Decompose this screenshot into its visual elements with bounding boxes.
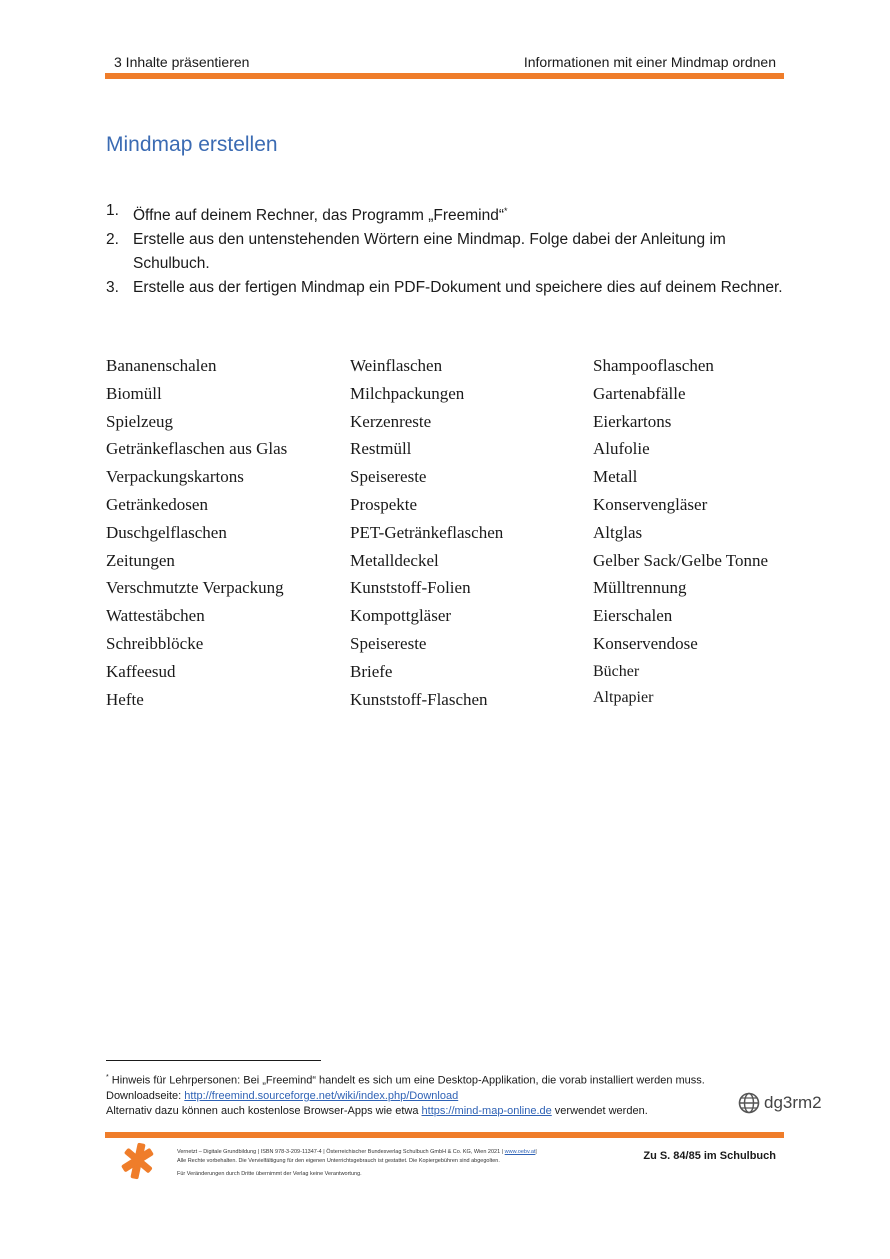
word-item: Shampooflaschen	[593, 356, 714, 375]
publisher-link[interactable]: www.oebv.at	[504, 1149, 536, 1155]
word-item: Alufolie	[593, 439, 650, 459]
word-item: Weinflaschen	[350, 356, 443, 375]
word-item: Prospekte	[350, 494, 418, 514]
word-item: Bananenschalen	[106, 356, 217, 375]
word-item: Kerzenreste	[350, 411, 432, 431]
footnote-download: Downloadseite: http://freemind.sourceforge.net/wiki/index.php/Download	[106, 1089, 459, 1102]
textbook-page-reference: Zu S. 84/85 im Schulbuch	[643, 1150, 776, 1162]
word-item: Biomüll	[106, 383, 162, 403]
word-item: Kaffeesud	[106, 661, 176, 681]
word-item: PET-Getränkeflaschen	[350, 522, 504, 542]
word-item: Kunststoff-Folien	[350, 578, 471, 598]
word-item: Spielzeug	[106, 411, 174, 431]
header-topic: Informationen mit einer Mindmap ordnen	[523, 54, 776, 70]
globe-icon	[738, 1092, 760, 1114]
word-item: Metalldeckel	[350, 550, 439, 570]
header-chapter: 3 Inhalte präsentieren	[114, 54, 250, 70]
word-item: Altpapier	[593, 688, 654, 706]
word-item: Kompottgläser	[350, 606, 452, 626]
word-item: Speisereste	[350, 467, 427, 487]
footnote-note: * Hinweis für Lehrpersonen: Bei „Freemind“ handelt es sich um eine Desktop-Applikation, die vorab installiert werden muss.	[106, 1074, 705, 1087]
word-item: Eierschalen	[593, 606, 673, 626]
word-item: Konservengläser	[593, 494, 708, 514]
word-item: Altglas	[593, 522, 643, 542]
footer-divider	[105, 1132, 784, 1138]
word-item: Hefte	[106, 689, 144, 709]
word-item: Gelber Sack/Gelbe Tonne	[593, 550, 769, 570]
task-item: 3. Erstelle aus der fertigen Mindmap ein PDF-Dokument und speichere dies auf deinem Rechner.	[106, 279, 783, 297]
word-item: Zeitungen	[106, 550, 175, 570]
footnote	[106, 1070, 726, 1119]
task-list	[106, 199, 786, 300]
word-item: Verpackungskartons	[106, 467, 244, 487]
word-column-1	[106, 355, 287, 716]
word-item: Bücher	[593, 662, 640, 680]
word-item: Wattestäbchen	[106, 606, 205, 626]
footnote-divider	[106, 1060, 321, 1061]
task-item: 1. Öffne auf deinem Rechner, das Programm „Freemind“*	[106, 202, 508, 225]
word-item: Eierkartons	[593, 411, 672, 431]
header-divider	[105, 73, 784, 79]
footnote-marker: *	[504, 206, 508, 216]
word-item: Getränkeflaschen aus Glas	[106, 439, 288, 459]
word-item: Milchpackungen	[350, 383, 465, 403]
word-item: Konservendose	[593, 633, 698, 653]
publisher-logo-icon	[118, 1140, 158, 1182]
footnote-alternative: Alternativ dazu können auch kostenlose Browser-Apps wie etwa https://mind-map-online.de verwendet werden.	[106, 1104, 648, 1117]
freemind-download-link[interactable]: http://freemind.sourceforge.net/wiki/index.php/Download	[184, 1089, 459, 1102]
task-item: 2. Erstelle aus den untenstehenden Wörtern eine Mindmap. Folge dabei der Anleitung im Schulbuch.	[106, 231, 726, 273]
word-item: Duschgelflaschen	[106, 522, 227, 542]
word-item: Briefe	[350, 661, 393, 681]
dg-code-logo	[738, 1092, 822, 1114]
word-item: Mülltrennung	[593, 578, 687, 598]
page-title: Mindmap erstellen	[106, 133, 278, 156]
dg-code-text: dg3rm2	[764, 1093, 822, 1112]
word-item: Getränkedosen	[106, 494, 208, 514]
word-item: Schreibblöcke	[106, 633, 204, 653]
word-column-2	[350, 355, 503, 716]
word-item: Restmüll	[350, 439, 412, 459]
word-item: Speisereste	[350, 633, 427, 653]
word-item: Metall	[593, 467, 638, 487]
word-item: Verschmutzte Verpackung	[106, 578, 284, 598]
mindmap-online-link[interactable]: https://mind-map-online.de	[421, 1104, 552, 1117]
word-item: Kunststoff-Flaschen	[350, 689, 488, 709]
legal-notice: Vernetzt – Digitale Grundbildung | ISBN 978-3-209-11347-4 | Österreichischer Bundesverlag Schulbuch GmbH & Co. KG, Wien 2021 | www.oebv.at| Alle Rechte vorbehalten. Die Vervielfältigung für den eigenen Unterrichtsgebrauch ist gestattet. Die Kopiergebühren sind abgegolten. Für Veränderungen durch Dritte übernimmt der Verlag keine Verantwortung.	[177, 1149, 537, 1177]
word-column-3	[593, 355, 768, 713]
word-item: Gartenabfälle	[593, 383, 686, 403]
